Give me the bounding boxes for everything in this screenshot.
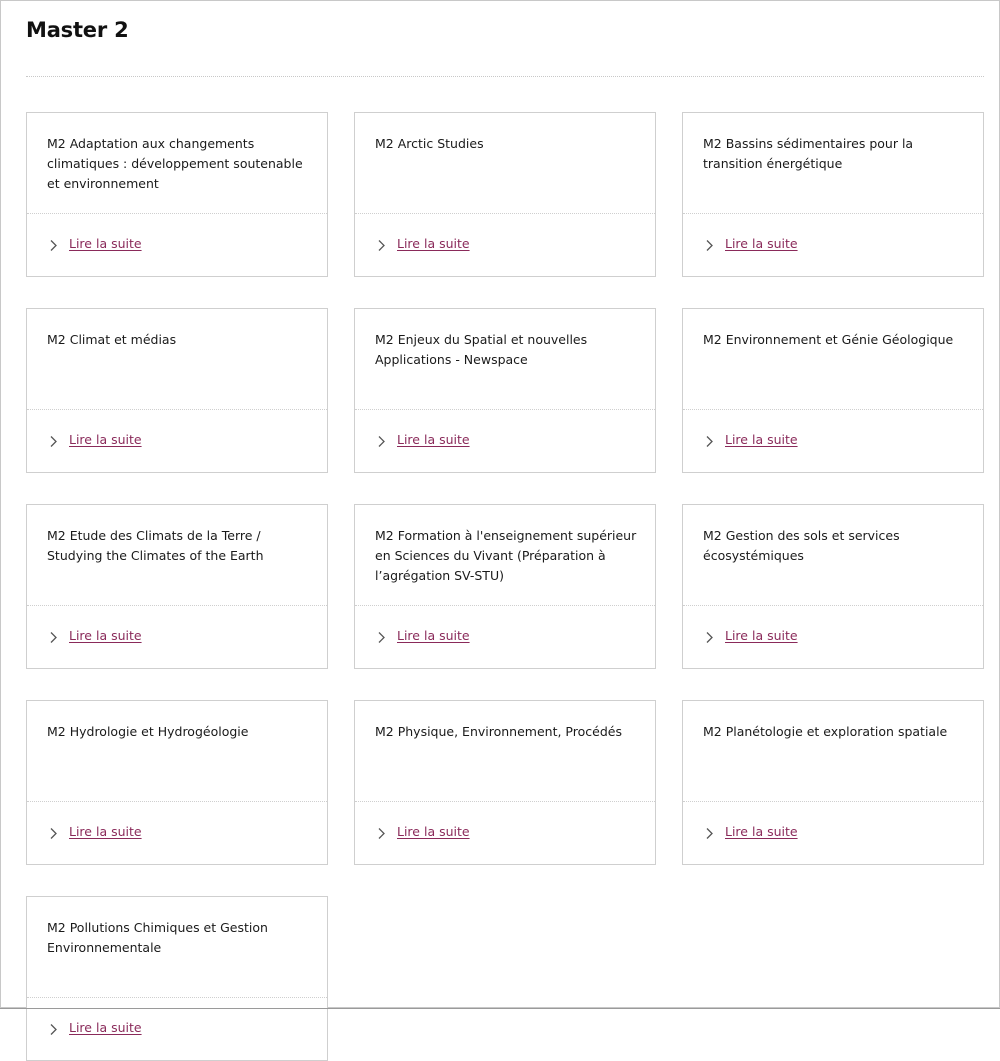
card-divider xyxy=(27,409,327,410)
chevron-right-icon xyxy=(703,825,716,838)
card-divider xyxy=(355,409,655,410)
read-more-link[interactable] xyxy=(703,824,798,839)
card-divider xyxy=(27,605,327,606)
read-more-label[interactable]: Lire la suite xyxy=(69,628,142,643)
program-title: M2 Gestion des sols et services écosystémiques xyxy=(703,528,900,563)
program-title: M2 Adaptation aux changements climatiques : développement soutenable et environnement xyxy=(47,136,303,191)
chevron-right-icon xyxy=(47,433,60,446)
program-title: M2 Climat et médias xyxy=(47,332,177,347)
read-more-link[interactable] xyxy=(47,236,142,251)
read-more-label[interactable]: Lire la suite xyxy=(69,824,142,839)
title-separator xyxy=(26,76,984,77)
chevron-right-icon xyxy=(47,237,60,250)
chevron-right-icon xyxy=(375,433,388,446)
program-card xyxy=(26,896,328,1061)
read-more-link[interactable] xyxy=(375,432,470,447)
chevron-right-icon xyxy=(375,825,388,838)
chevron-right-icon xyxy=(703,237,716,250)
program-title: M2 Arctic Studies xyxy=(375,136,484,151)
read-more-link[interactable] xyxy=(47,824,142,839)
read-more-link[interactable] xyxy=(47,432,142,447)
card-divider xyxy=(27,801,327,802)
read-more-label[interactable]: Lire la suite xyxy=(397,432,470,447)
program-title: M2 Pollutions Chimiques et Gestion Environnementale xyxy=(47,920,268,955)
chevron-right-icon xyxy=(703,433,716,446)
program-title: M2 Etude des Climats de la Terre / Studying the Climates of the Earth xyxy=(47,528,264,563)
card-divider xyxy=(27,213,327,214)
card-divider xyxy=(27,997,327,998)
program-title: M2 Environnement et Génie Géologique xyxy=(703,332,954,347)
read-more-label[interactable]: Lire la suite xyxy=(69,432,142,447)
read-more-link[interactable] xyxy=(375,628,470,643)
card-grid xyxy=(26,112,984,1061)
read-more-label[interactable]: Lire la suite xyxy=(397,824,470,839)
card-divider xyxy=(683,213,983,214)
read-more-label[interactable]: Lire la suite xyxy=(725,432,798,447)
read-more-label[interactable]: Lire la suite xyxy=(725,628,798,643)
read-more-link[interactable] xyxy=(47,628,142,643)
card-divider xyxy=(683,409,983,410)
program-title: M2 Physique, Environnement, Procédés xyxy=(375,724,622,739)
program-card xyxy=(26,504,328,669)
program-title: M2 Bassins sédimentaires pour la transition énergétique xyxy=(703,136,914,171)
read-more-link[interactable] xyxy=(703,628,798,643)
card-divider xyxy=(683,605,983,606)
program-card xyxy=(682,112,984,277)
read-more-label[interactable]: Lire la suite xyxy=(397,628,470,643)
program-card xyxy=(682,700,984,865)
program-card xyxy=(354,112,656,277)
read-more-label[interactable]: Lire la suite xyxy=(69,1020,142,1035)
program-card xyxy=(26,308,328,473)
program-card xyxy=(26,700,328,865)
program-card xyxy=(682,504,984,669)
card-divider xyxy=(355,213,655,214)
read-more-link[interactable] xyxy=(703,432,798,447)
chevron-right-icon xyxy=(375,237,388,250)
program-card xyxy=(354,504,656,669)
chevron-right-icon xyxy=(47,1021,60,1034)
read-more-label[interactable]: Lire la suite xyxy=(69,236,142,251)
read-more-link[interactable] xyxy=(375,236,470,251)
program-title: M2 Formation à l'enseignement supérieur en Sciences du Vivant (Préparation à l’agrégation SV-STU) xyxy=(375,528,637,583)
chevron-right-icon xyxy=(703,629,716,642)
page-title: Master 2 xyxy=(26,18,129,42)
read-more-label[interactable]: Lire la suite xyxy=(397,236,470,251)
program-card xyxy=(682,308,984,473)
program-title: M2 Planétologie et exploration spatiale xyxy=(703,724,948,739)
read-more-label[interactable]: Lire la suite xyxy=(725,236,798,251)
program-card xyxy=(26,112,328,277)
chevron-right-icon xyxy=(47,825,60,838)
card-divider xyxy=(355,801,655,802)
read-more-link[interactable] xyxy=(375,824,470,839)
program-title: M2 Hydrologie et Hydrogéologie xyxy=(47,724,249,739)
program-title: M2 Enjeux du Spatial et nouvelles Applications - Newspace xyxy=(375,332,588,367)
card-divider xyxy=(683,801,983,802)
program-card xyxy=(354,308,656,473)
chevron-right-icon xyxy=(375,629,388,642)
read-more-link[interactable] xyxy=(703,236,798,251)
read-more-link[interactable] xyxy=(47,1020,142,1035)
read-more-label[interactable]: Lire la suite xyxy=(725,824,798,839)
chevron-right-icon xyxy=(47,629,60,642)
program-card xyxy=(354,700,656,865)
card-divider xyxy=(355,605,655,606)
